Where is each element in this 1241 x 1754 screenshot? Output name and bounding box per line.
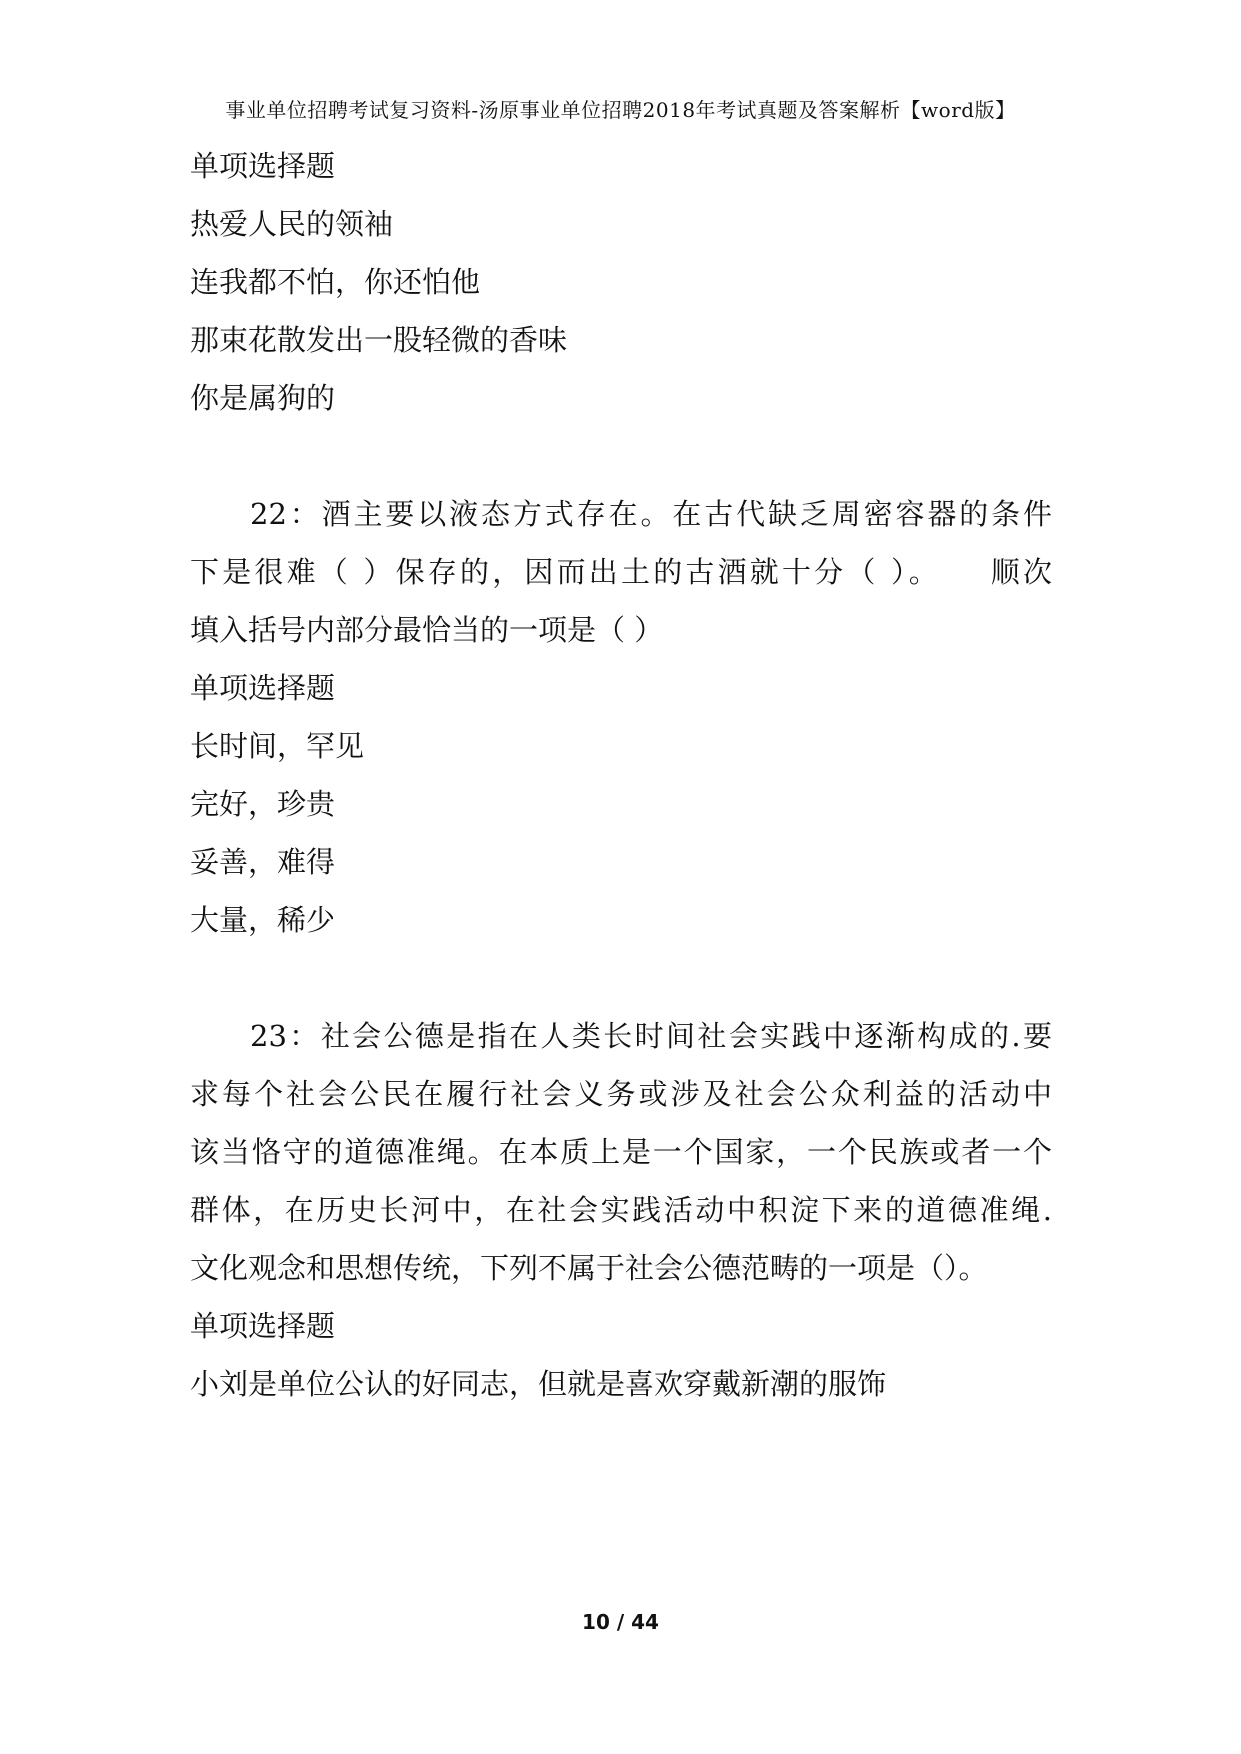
option-item: 妥善，难得	[190, 845, 336, 879]
option-item: 那束花散发出一股轻微的香味	[190, 323, 568, 357]
option-item: 大量，稀少	[190, 903, 336, 937]
question-22-text: 填入括号内部分最恰当的一项是（ ）	[190, 613, 664, 647]
option-item: 完好，珍贵	[190, 787, 336, 821]
option-item: 长时间，罕见	[190, 729, 365, 763]
question-22-text: 下是很难（ ）保存的，因而出土的古酒就十分（ ）。 顺次	[190, 555, 1052, 589]
page-header: 事业单位招聘考试复习资料-汤原事业单位招聘2018年考试真题及答案解析【word版】	[225, 98, 1016, 122]
page-number: 10 / 44	[582, 1610, 659, 1634]
option-item: 你是属狗的	[190, 381, 336, 415]
question-type-label: 单项选择题	[190, 149, 336, 183]
question-23-text: 求每个社会公民在履行社会义务或涉及社会公众利益的活动中	[190, 1077, 1052, 1111]
option-item: 连我都不怕，你还怕他	[190, 265, 481, 299]
question-23-text: 文化观念和思想传统，下列不属于社会公德范畴的一项是（）。	[190, 1251, 988, 1285]
option-item: 小刘是单位公认的好同志，但就是喜欢穿戴新潮的服饰	[190, 1367, 887, 1401]
question-type-label: 单项选择题	[190, 1309, 336, 1343]
question-22-text: 22：酒主要以液态方式存在。在古代缺乏周密容器的条件	[250, 497, 1052, 531]
option-item: 热爱人民的领袖	[190, 207, 394, 241]
question-23-text: 该当恪守的道德准绳。在本质上是一个国家，一个民族或者一个	[190, 1135, 1052, 1169]
question-type-label: 单项选择题	[190, 671, 336, 705]
question-23-text: 群体，在历史长河中，在社会实践活动中积淀下来的道德准绳.	[190, 1193, 1052, 1227]
question-23-text: 23：社会公德是指在人类长时间社会实践中逐渐构成的.要	[250, 1019, 1052, 1053]
